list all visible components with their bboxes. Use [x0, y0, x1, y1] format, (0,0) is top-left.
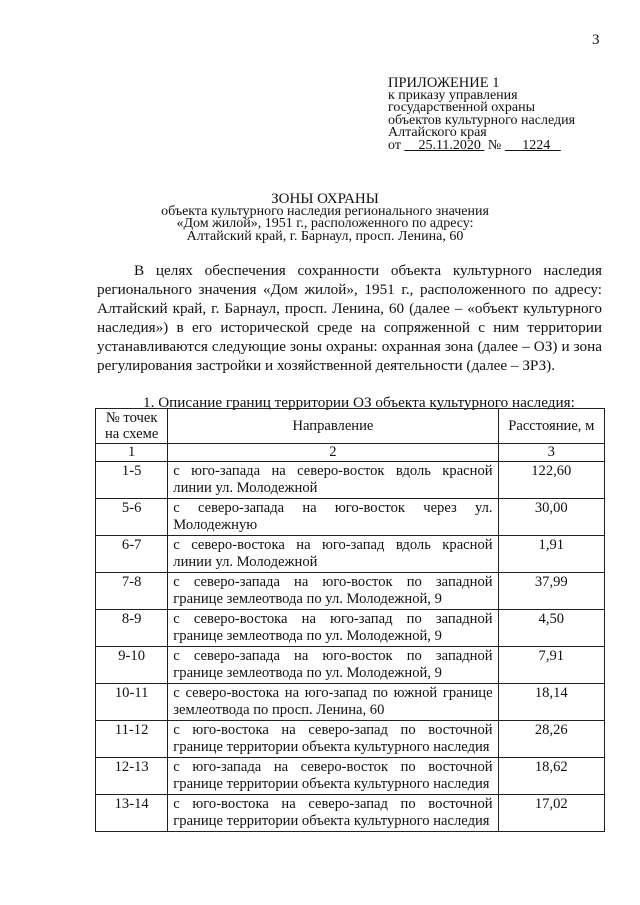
direction-cell: с юго-запада на северо-восток вдоль красной линии ул. Молодежной	[168, 462, 498, 499]
direction-cell: с северо-запада на юго-восток по западной границе землеотвода по ул. Молодежной, 9	[168, 647, 498, 684]
points-cell: 1-5	[96, 462, 168, 499]
date-prefix: от	[388, 137, 401, 153]
direction-cell: с северо-востока на юго-запад вдоль красной линии ул. Молодежной	[168, 536, 498, 573]
direction-cell: с юго-востока на северо-запад по восточной границе территории объекта культурного наследия	[168, 721, 498, 758]
points-cell: 5-6	[96, 499, 168, 536]
direction-cell: с северо-востока на юго-запад по западной границе землеотвода по ул. Молодежной, 9	[168, 610, 498, 647]
points-cell: 13-14	[96, 795, 168, 832]
direction-cell: с северо-запада на юго-восток по западной границе землеотвода по ул. Молодежной, 9	[168, 573, 498, 610]
table-row	[96, 684, 605, 721]
appendix-line: Алтайского края	[388, 125, 487, 140]
order-number: 1224	[522, 137, 551, 153]
document-title	[110, 193, 540, 243]
appendix-heading: ПРИЛОЖЕНИЕ 1	[388, 75, 500, 91]
points-cell: 9-10	[96, 647, 168, 684]
header-direction: Направление	[168, 409, 498, 444]
table-header-row	[96, 409, 605, 444]
points-cell: 11-12	[96, 721, 168, 758]
direction-cell: с северо-запада на юго-восток через ул. Молодежную	[168, 499, 498, 536]
points-cell: 7-8	[96, 573, 168, 610]
table-row	[96, 647, 605, 684]
direction-cell: с юго-востока на северо-запад по восточной границе территории объекта культурного наследия	[168, 795, 498, 832]
direction-cell: с северо-востока на юго-запад по южной границе землеотвода по просп. Ленина, 60	[168, 684, 498, 721]
intro-paragraph	[97, 261, 602, 375]
table-row	[96, 499, 605, 536]
points-cell: 10-11	[96, 684, 168, 721]
appendix-line: к приказу управления	[388, 87, 518, 103]
table-row	[96, 721, 605, 758]
title-line: «Дом жилой», 1951 г., расположенного по адресу:	[176, 216, 474, 231]
points-cell: 6-7	[96, 536, 168, 573]
distance-cell: 4,50	[498, 610, 604, 647]
distance-cell: 122,60	[498, 462, 604, 499]
title-heading: ЗОНЫ ОХРАНЫ	[271, 191, 379, 207]
title-line: Алтайский край, г. Барнаул, просп. Ленина, 60	[186, 228, 464, 244]
table-row	[96, 536, 605, 573]
table-row	[96, 795, 605, 832]
column-number: 3	[498, 444, 604, 462]
distance-cell: 30,00	[498, 499, 604, 536]
direction-cell: с юго-запада на северо-восток по восточной границе территории объекта культурного наследия	[168, 758, 498, 795]
table-row	[96, 758, 605, 795]
order-date: 25.11.2020	[418, 137, 481, 153]
distance-cell: 1,91	[498, 536, 604, 573]
appendix-date-line	[388, 137, 628, 153]
points-cell: 8-9	[96, 610, 168, 647]
distance-cell: 18,62	[498, 758, 604, 795]
distance-cell: 18,14	[498, 684, 604, 721]
appendix-line: объектов культурного наследия	[388, 112, 576, 128]
table-row	[96, 462, 605, 499]
column-numbers-row	[96, 444, 605, 462]
header-points: № точек на схеме	[96, 409, 168, 444]
column-number: 2	[168, 444, 498, 462]
number-prefix: №	[487, 137, 502, 153]
appendix-line: государственной охраны	[388, 100, 536, 115]
distance-cell: 28,26	[498, 721, 604, 758]
page-number: 3	[592, 32, 600, 48]
appendix-block	[388, 77, 628, 152]
distance-cell: 17,02	[498, 795, 604, 832]
table-row	[96, 573, 605, 610]
header-distance: Расстояние, м	[498, 409, 604, 444]
points-cell: 12-13	[96, 758, 168, 795]
distance-cell: 7,91	[498, 647, 604, 684]
table-row	[96, 610, 605, 647]
column-number: 1	[96, 444, 168, 462]
boundaries-table	[95, 408, 605, 832]
distance-cell: 37,99	[498, 573, 604, 610]
section-caption: 1. Описание границ территории ОЗ объекта культурного наследия:	[143, 394, 575, 411]
intro-text: В целях обеспечения сохранности объекта культурного наследия регионального значения «Дом жилой», 1951 г., расположенного по адресу: Алтайский край, г. Барнаул, просп. Ленина, 60 (далее – «объект культурного наследия») в его исторической среде на сопряженной с ним территории устанавливаются следующие зоны охраны: охранная зона (далее – ОЗ) и зона регулирования застройки и хозяйственной деятельности (далее – ЗРЗ).	[97, 262, 602, 374]
title-line: объекта культурного наследия регионального значения	[161, 203, 489, 219]
